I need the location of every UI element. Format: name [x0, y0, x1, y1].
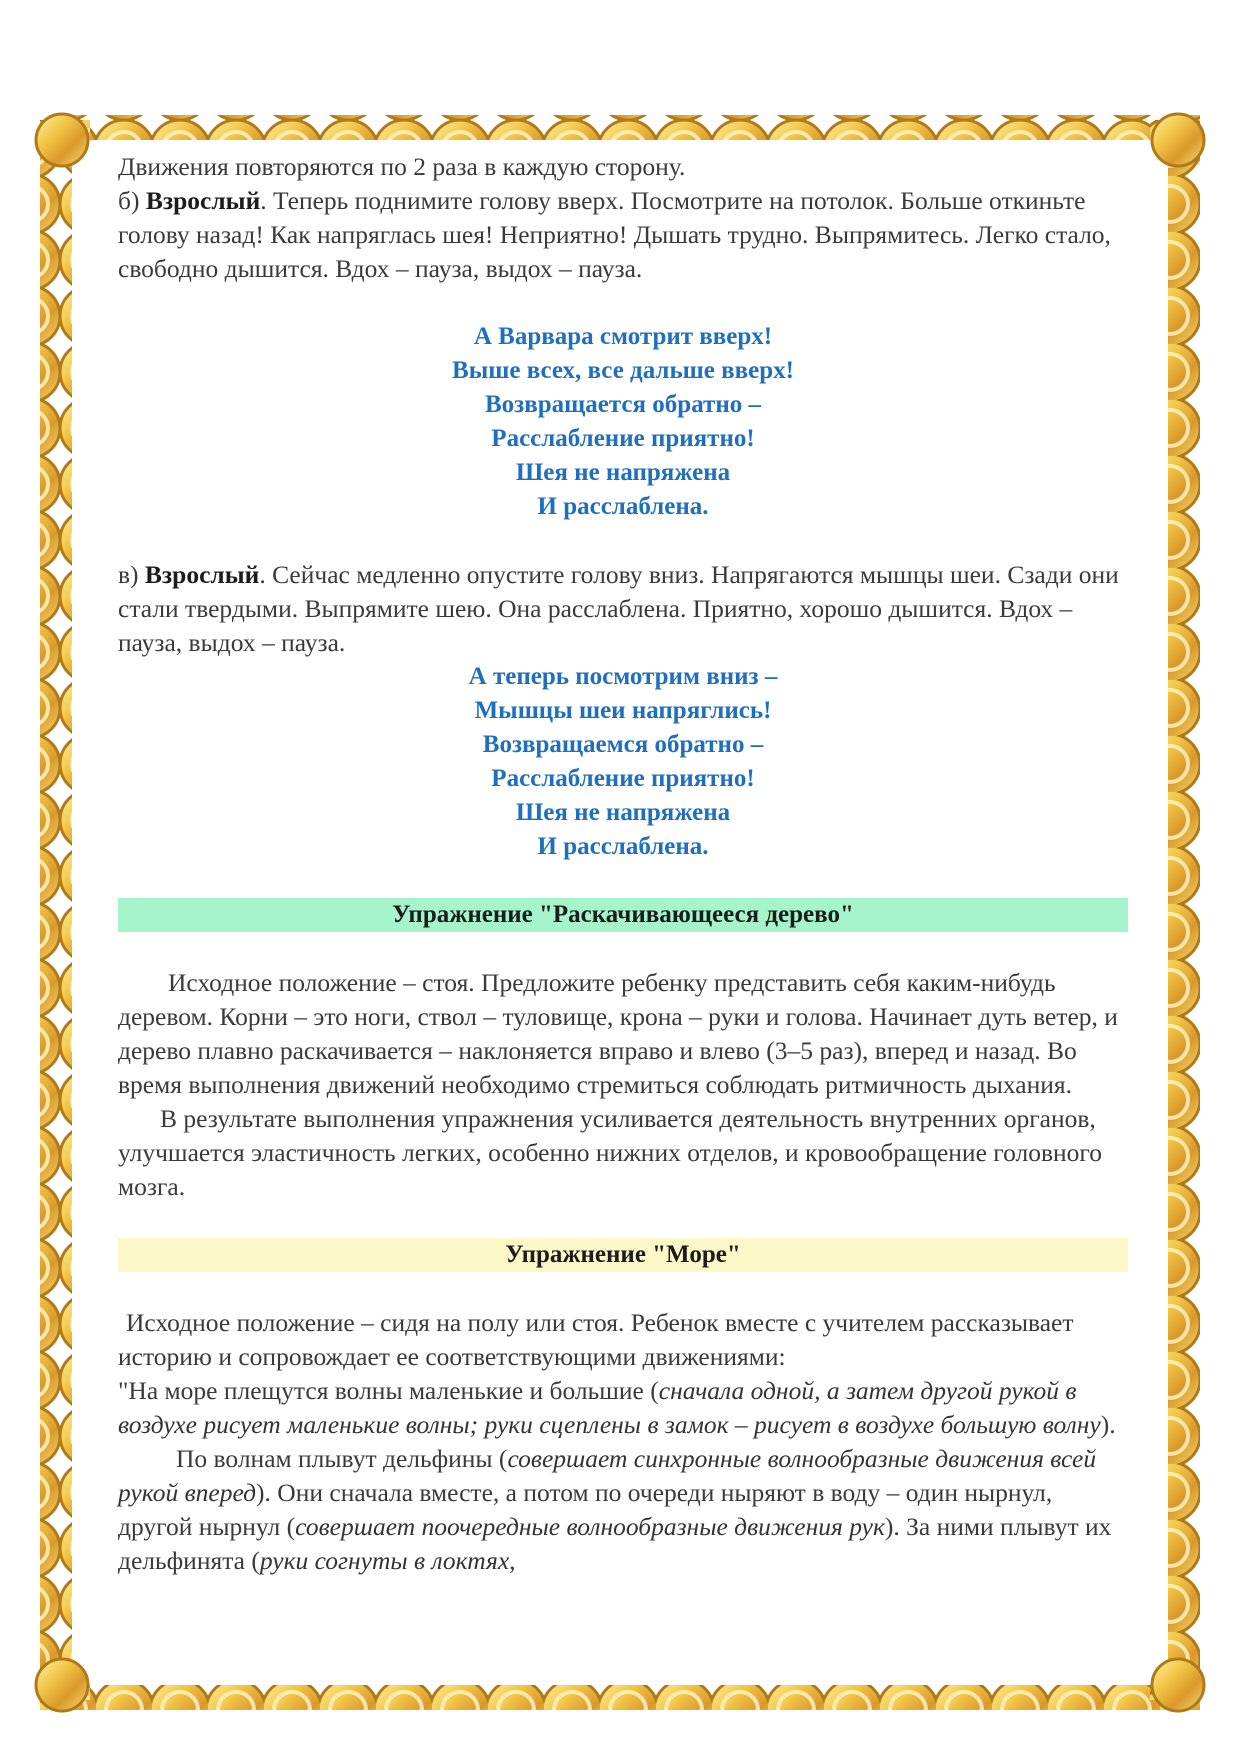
paragraph-tree-result: В результате выполнения упражнения усиливается деятельность внутренних органов, улучшается эластичность легких, особенно нижних отделов, и кровообращение головного мозга. [118, 1104, 1102, 1201]
paragraph-adult-up [118, 184, 1128, 286]
heading-sea: Упражнение "Море" [118, 1238, 1128, 1272]
poem-line: И расслаблена. [537, 833, 709, 860]
paragraph-tree-instructions: Исходное положение – стоя. Предложите ребенку представить себя каким-нибудь деревом. Корни – это ноги, ствол – туловище, крона – руки и голова. Начинает дуть ветер, и дерево плавно раскачивается – наклоняется вправо и влево (3–5 раз), вперед и назад. Во время выполнения движений необходимо стремиться соблюдать ритмичность дыхания. [118, 968, 1118, 1099]
poem-line: Выше всех, все дальше вверх! [452, 357, 794, 384]
paragraph-text: . Сейчас медленно опустите голову вниз. Напрягаются мышцы шеи. Сзади они стали твердыми. Выпрямите шею. Она расслаблена. Приятно, хорошо дышится. Вдох – пауза, выдох – пауза. [118, 560, 1119, 657]
poem-line: Возвращаемся обратно – [482, 731, 764, 758]
adult-label: Взрослый [145, 186, 261, 215]
italic-run: совершает синхронные волнообразные движения всей рукой вперед [118, 1444, 1097, 1507]
text-run: ). [1100, 1410, 1116, 1439]
poem-down [118, 660, 1128, 864]
poem-line: И расслаблена. [537, 493, 709, 520]
text-run: ). Они сначала вместе, а потом по очереди ныряют в воду – один нырнул, другой нырнул ( [118, 1478, 1053, 1541]
paragraph-adult-down [118, 558, 1128, 660]
poem-line: Шея не напряжена [515, 459, 731, 486]
prefix: в) [118, 560, 145, 589]
document-body [118, 150, 1128, 1578]
poem-line: А теперь посмотрим вниз – [468, 663, 778, 690]
poem-line: А Варвара смотрит вверх! [473, 323, 773, 350]
italic-run: сначала одной, а затем другой рукой в воздухе рисует маленькие волны; руки сцеплены в замок – рисует в воздухе большую волну [118, 1376, 1101, 1439]
paragraph-sea-intro: Исходное положение – сидя на полу или стоя. Ребенок вместе с учителем рассказывает историю и сопровождает ее соответствующими движениями: [118, 1308, 1074, 1371]
poem-line: Шея не напряжена [515, 799, 731, 826]
prefix: б) [118, 186, 146, 215]
adult-label: Взрослый [144, 560, 260, 589]
poem-line: Мышцы шеи напряглись! [474, 697, 772, 724]
text-run: По волнам плывут дельфины ( [176, 1444, 508, 1473]
italic-run: совершает поочередные волнообразные движения рук [295, 1512, 885, 1541]
text-run: "На море плещутся волны маленькие и большие ( [118, 1376, 659, 1405]
italic-run: руки согнуты в локтях, [259, 1546, 516, 1575]
poem-line: Возвращается обратно – [485, 391, 761, 418]
paragraph-repeat: Движения повторяются по 2 раза в каждую сторону. [118, 152, 686, 181]
paragraph-sea-waves [118, 1374, 1128, 1442]
paragraph-sea-dolphins [118, 1442, 1128, 1578]
heading-swaying-tree: Упражнение "Раскачивающееся дерево" [118, 898, 1128, 932]
text-run: ). За ними плывут их дельфинята ( [118, 1512, 1112, 1575]
poem-line: Расслабление приятно! [491, 765, 755, 792]
paragraph-text: . Теперь поднимите голову вверх. Посмотрите на потолок. Больше откиньте голову назад! Как напряглась шея! Неприятно! Дышать трудно. Выпрямитесь. Легко стало, свободно дышится. Вдох – пауза, выдох – пауза. [118, 186, 1111, 283]
poem-line: Расслабление приятно! [491, 425, 755, 452]
poem-up [118, 320, 1128, 524]
